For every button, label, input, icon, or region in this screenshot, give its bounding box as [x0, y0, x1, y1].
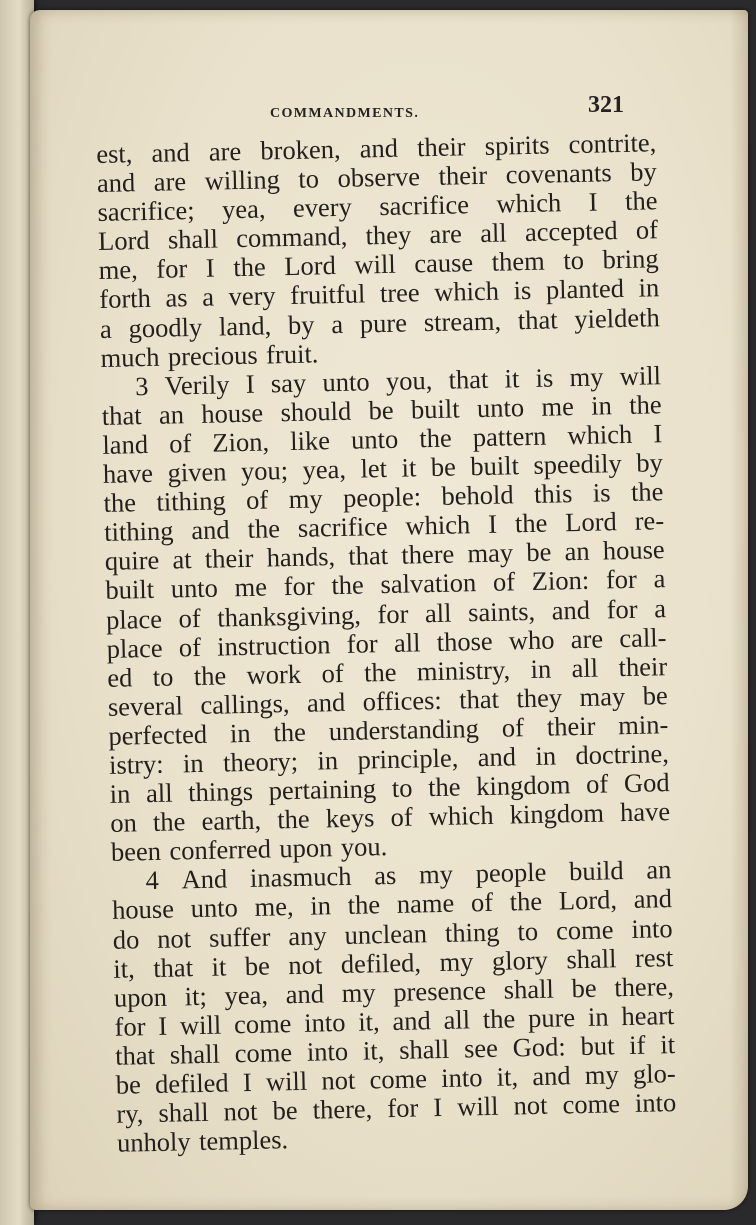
text-line: ed to the work of the ministry, in all their: [106, 650, 668, 693]
text-line: tithing and the sacrifice which I the Lord re-: [103, 505, 665, 548]
text-line: istry: in theory; in principle, and in doctrine,: [108, 738, 670, 780]
text-line: forth as a very fruitful tree which is planted in: [99, 272, 660, 315]
text-line: me, for I the Lord will cause them to bring: [98, 243, 659, 286]
text-line: a goodly land, by a pure stream, that yieldeth: [99, 301, 661, 344]
text-line: place of thanksgiving, for all saints, and for a: [105, 592, 667, 635]
body-text: [96, 128, 677, 1158]
text-line: the tithing of my people: behold this is the: [103, 476, 664, 519]
book-page: [30, 10, 748, 1210]
text-line: have given you; yea, let it be built speedily by: [102, 447, 664, 489]
text-line: 4 And inasmuch as my people build an: [145, 854, 672, 896]
facing-page-edge: [0, 0, 34, 1225]
text-line: on the earth, the keys of which kingdom have: [109, 796, 671, 839]
text-line: several callings, and offices: that they may be: [107, 679, 669, 722]
text-line: built unto me for the salvation of Zion: for a: [105, 563, 666, 606]
text-line: land of Zion, like unto the pattern which I: [102, 418, 663, 460]
text-line: sacrifice; yea, every sacrifice which I the: [97, 185, 658, 228]
text-line: house unto me, in the name of the Lord, and: [111, 883, 673, 926]
text-line: est, and are broken, and their spirits contrite,: [95, 127, 657, 169]
text-line: unholy temples.: [116, 1124, 289, 1158]
text-line: do not suffer any unclean thing to come into: [112, 912, 673, 955]
text-line: in all things pertaining to the kingdom of God: [109, 767, 670, 809]
text-line: quire at their hands, that there may be an house: [104, 534, 665, 577]
text-line: perfected in the understanding of their min-: [108, 709, 669, 751]
text-line: been conferred upon you.: [110, 831, 388, 868]
running-head: COMMANDMENTS.: [270, 106, 420, 121]
text-line: be defiled I will not come into it, and my glo-: [115, 1058, 676, 1100]
text-line: that shall come into it, shall see God: but if it: [114, 1028, 676, 1071]
page-header: [30, 88, 748, 128]
text-line: for I will come into it, and all the pure in heart: [114, 999, 675, 1042]
text-line: place of instruction for all those who are call-: [106, 621, 667, 664]
text-line: Lord shall command, they are all accepted of: [97, 214, 659, 257]
page-number: 321: [588, 92, 624, 118]
text-line: much precious fruit.: [100, 338, 319, 373]
text-line: ry, shall not be there, for I will not come into: [116, 1087, 677, 1129]
text-line: and are willing to observe their covenants by: [96, 156, 658, 199]
text-line: that an house should be built unto me in the: [101, 389, 662, 431]
text-line: it, that it be not defiled, my glory shall rest: [113, 941, 674, 984]
text-line: upon it; yea, and my presence shall be there,: [113, 970, 675, 1013]
text-line: 3 Verily I say unto you, that it is my will: [134, 359, 662, 401]
